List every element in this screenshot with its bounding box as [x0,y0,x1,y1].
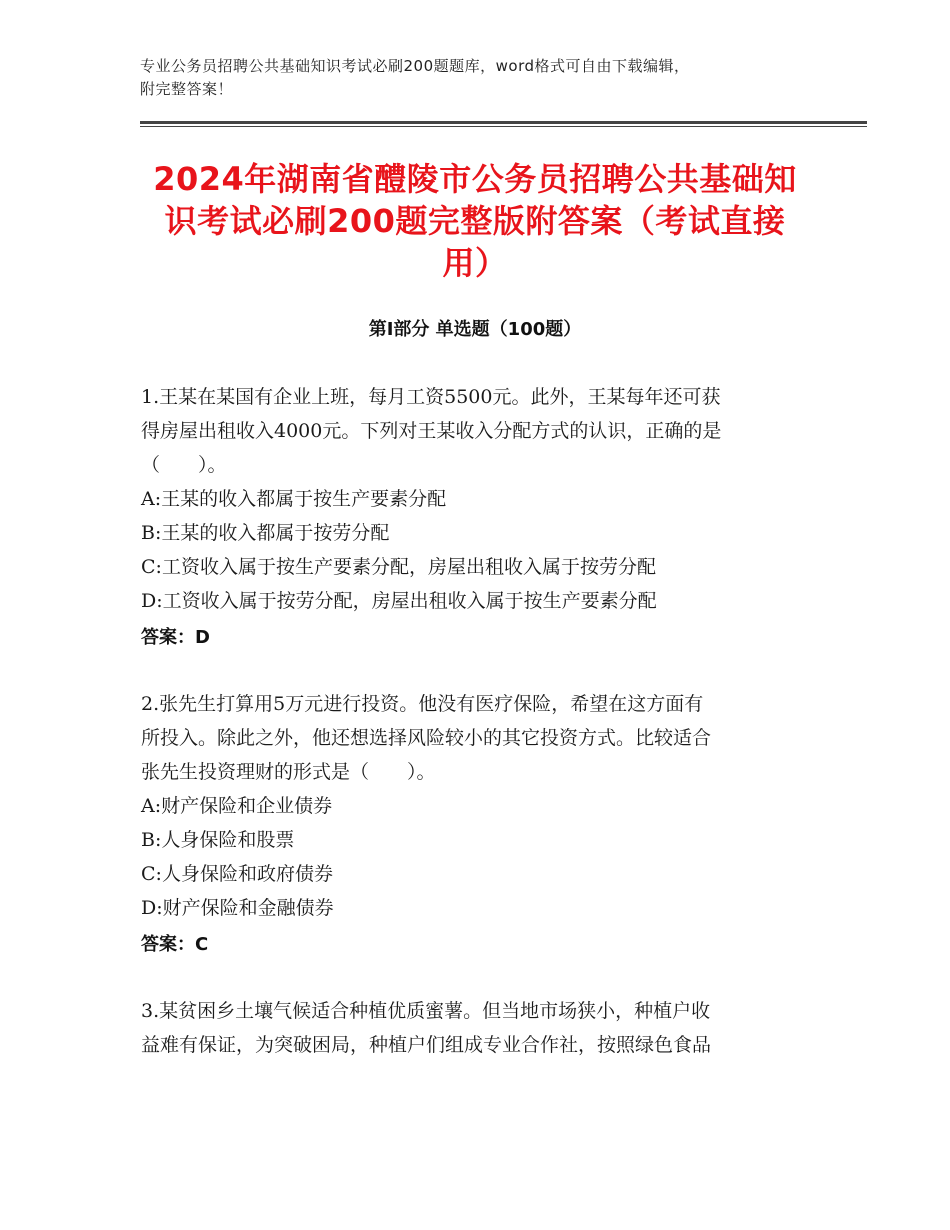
question-1-option-d: D:工资收入属于按劳分配，房屋出租收入属于按生产要素分配 [141,590,657,612]
question-1-stem-line-1: 1.王某在某国有企业上班，每月工资5500元。此外，王某每年还可获 [141,386,721,408]
question-3-stem-line-2: 益难有保证，为突破困局，种植户们组成专业合作社，按照绿色食品 [141,1034,712,1056]
header-divider-thick [140,121,867,124]
section-title: 第Ⅰ部分 单选题（100题） [368,319,582,340]
question-1-answer: 答案：D [141,627,210,648]
question-3-stem-line-1: 3.某贫困乡土壤气候适合种植优质蜜薯。但当地市场狭小，种植户收 [141,1000,711,1022]
question-1-option-a: A:王某的收入都属于按生产要素分配 [141,488,447,510]
document-title-line-1: 2024年湖南省醴陵市公务员招聘公共基础知 [153,160,797,198]
question-2-option-b: B:人身保险和股票 [141,829,295,851]
document-title [140,158,810,284]
question-2-option-c: C:人身保险和政府债券 [141,863,333,885]
header-note-line-2: 附完整答案！ [140,80,234,98]
question-1-stem-line-2: 得房屋出租收入4000元。下列对王某收入分配方式的认识，正确的是 [141,420,722,442]
document-title-line-2: 识考试必刷200题完整版附答案（考试直接 [164,202,786,240]
question-1-stem-line-3: （ ）。 [141,454,227,476]
question-2-stem-line-1: 2.张先生打算用5万元进行投资。他没有医疗保险，希望在这方面有 [141,693,704,715]
header-note [140,55,840,101]
header-divider-thin [140,126,867,127]
document-title-line-3: 用） [442,244,508,282]
header-note-line-1: 专业公务员招聘公共基础知识考试必刷200题题库，word格式可自由下载编辑， [140,57,690,75]
question-2-stem-line-3: 张先生投资理财的形式是（ ）。 [141,761,436,783]
question-1-option-b: B:王某的收入都属于按劳分配 [141,522,390,544]
question-1-option-c: C:工资收入属于按生产要素分配，房屋出租收入属于按劳分配 [141,556,656,578]
question-2-stem-line-2: 所投入。除此之外，他还想选择风险较小的其它投资方式。比较适合 [141,727,712,749]
question-2-option-d: D:财产保险和金融债券 [141,897,334,919]
question-2-answer: 答案：C [141,934,209,955]
question-2-option-a: A:财产保险和企业债券 [141,795,333,817]
